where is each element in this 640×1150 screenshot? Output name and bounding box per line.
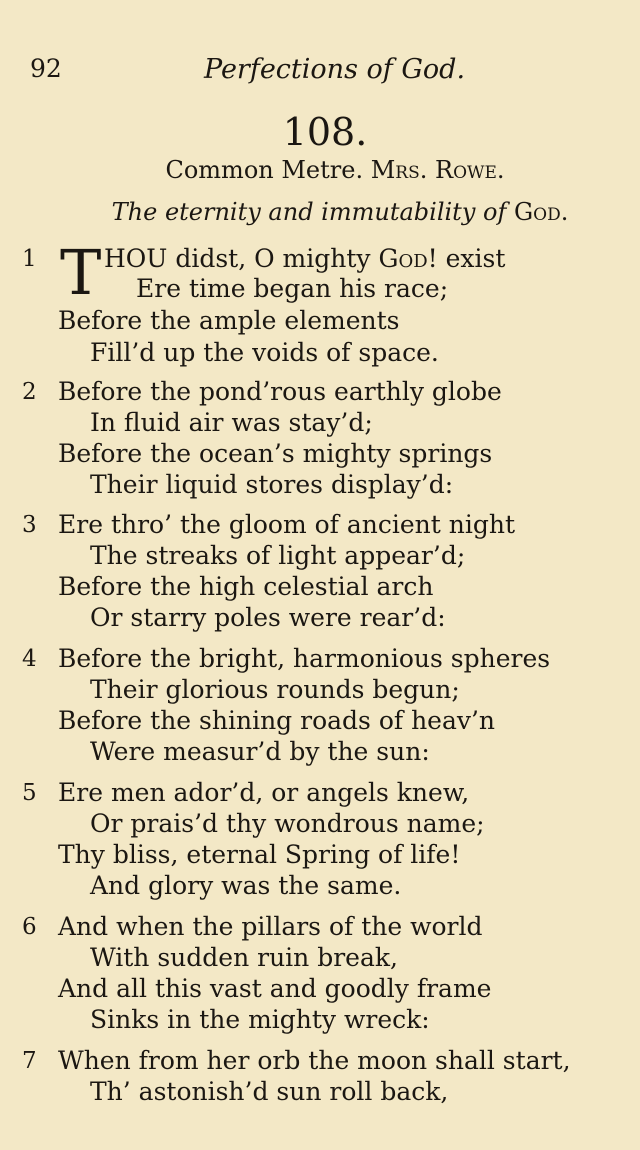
verse-line: Fill’d up the voids of space.	[90, 338, 439, 367]
verse-line: Ere thro’ the gloom of ancient night	[58, 510, 516, 539]
stanza-number: 2	[22, 379, 37, 405]
verse-line: Or prais’d thy wondrous name;	[90, 809, 485, 838]
verse-line: When from her orb the moon shall start,	[58, 1046, 571, 1075]
verse-line: Before the shining roads of heav’n	[58, 706, 496, 735]
stanza-number: 3	[22, 512, 37, 538]
verse-line: Thy bliss, eternal Spring of life!	[58, 840, 461, 869]
stanza-number: 1	[22, 246, 37, 272]
author: Mrs. Rowe.	[370, 156, 505, 184]
stanza-number: 4	[22, 646, 37, 672]
verse-line: With sudden ruin break,	[90, 943, 398, 972]
verse-line-text: HOU didst, O mighty	[104, 244, 371, 273]
verse-line: The streaks of light appear’d;	[90, 541, 466, 570]
meter-line	[0, 156, 640, 184]
verse-line: And when the pillars of the world	[58, 912, 483, 941]
stanza-number: 5	[22, 780, 37, 806]
verse-line: And glory was the same.	[90, 871, 402, 900]
verse-line: Ere time began his race;	[136, 274, 449, 303]
verse-line	[104, 244, 505, 273]
verse-line: Before the high celestial arch	[58, 572, 434, 601]
meter: Common Metre.	[165, 156, 364, 184]
verse-line: Were measur’d by the sun:	[90, 737, 430, 766]
verse-line: Their liquid stores display’d:	[90, 470, 454, 499]
running-head	[0, 54, 640, 90]
page-number: 92	[30, 54, 62, 83]
drop-cap: T	[60, 236, 102, 309]
verse-line: Th’ astonish’d sun roll back,	[90, 1077, 449, 1106]
subject-italic: The eternity and immutability of	[111, 198, 507, 226]
verse-line: And all this vast and goodly frame	[58, 974, 492, 1003]
hymn-number: 108.	[282, 110, 368, 154]
verse-line: Their glorious rounds begun;	[90, 675, 460, 704]
verse-line-text-end: ! exist	[427, 244, 506, 273]
verse-line: Before the ample elements	[58, 306, 400, 335]
verse-line: Sinks in the mighty wreck:	[90, 1005, 430, 1034]
verse-line: Or starry poles were rear’d:	[90, 603, 446, 632]
stanza-number: 6	[22, 914, 37, 940]
verse-line: Before the pond’rous earthly globe	[58, 377, 502, 406]
hymn-subject	[0, 198, 640, 226]
verse-line: Before the ocean’s mighty springs	[58, 439, 493, 468]
subject-caps: God.	[513, 198, 569, 226]
verse-line: In fluid air was stay’d;	[90, 408, 373, 437]
verse-line: Ere men ador’d, or angels knew,	[58, 778, 470, 807]
verse-line-caps: God	[378, 244, 428, 273]
running-title: Perfections of God.	[204, 54, 466, 85]
stanza-number: 7	[22, 1048, 37, 1074]
verse-line: Before the bright, harmonious spheres	[58, 644, 551, 673]
